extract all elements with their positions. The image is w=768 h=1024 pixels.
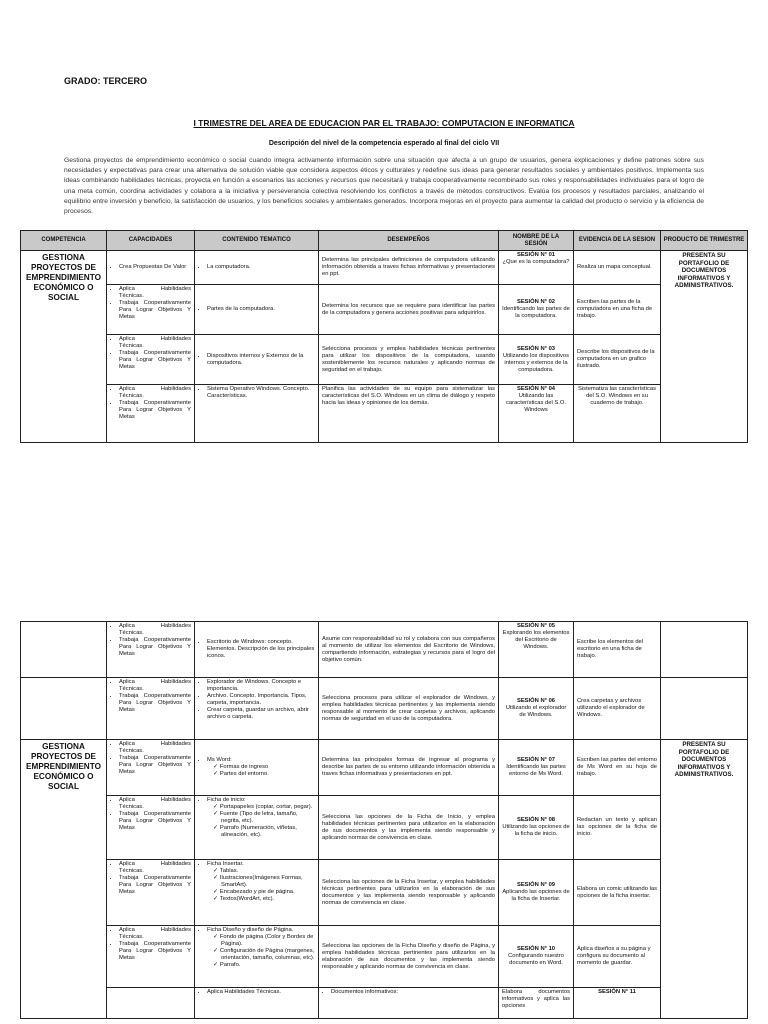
capacidad-item: • Aplica Habilidades Técnicas. <box>119 861 191 875</box>
capacidad-item: • Trabaja Cooperativamente Para Lograr Objetivos Y Metas <box>119 400 191 421</box>
planning-table-1 <box>20 230 748 443</box>
evidencia-cell: Crea carpetas y archivos utilizando el explorador de Windows. <box>574 678 661 740</box>
sesion-cell <box>499 740 574 796</box>
contenido-heading: Ficha Diseño y diseño de Página. <box>207 927 294 933</box>
contenido-cell <box>195 860 319 926</box>
capacidad-item: • Trabaja Cooperativamente Para Lograr Objetivos Y Metas <box>119 637 191 658</box>
header-competencia: COMPETENCIA <box>21 231 107 251</box>
sesion-name: ¿Que es la computadora? <box>502 259 570 265</box>
contenido-cell <box>195 251 319 285</box>
contenido-item <box>207 927 315 969</box>
sesion-number: SESIÓN N° 03 <box>516 345 556 352</box>
capacidad-item: • Trabaja Cooperativamente Para Lograr Objetivos Y Metas <box>119 300 191 321</box>
contenido-subitem: ✓ Tablas. <box>221 868 315 875</box>
capacidad-item: • Aplica Habilidades Técnicas. <box>119 623 191 637</box>
sesion-number: SESIÓN N° 09 <box>516 882 556 888</box>
sesion-cell <box>499 251 574 285</box>
header-producto: PRODUCTO DE TRIMESTRE <box>661 231 748 251</box>
capacidad-item: • Aplica Habilidades Técnicas. <box>119 927 191 941</box>
capacidad-item: • Trabaja Cooperativamente Para Lograr Objetivos Y Metas <box>119 875 191 896</box>
contenido-item: • Archivo. Concepto. Importancia. Tipos, carpeta, importancia. <box>207 693 315 707</box>
capacidad-item: • Trabaja Cooperativamente Para Lograr Objetivos Y Metas <box>119 693 191 714</box>
capacidades-cell <box>107 796 195 860</box>
sesion-name: Aplicando las opciones de la ficha de Insertar. <box>502 889 570 902</box>
contenido-subitem: ✓ Parrafo. <box>221 962 315 969</box>
evidencia-cell: Escriben las partes del entorno de Ms Word en su hoja de trabajo. <box>574 740 661 796</box>
sesion-number: SESIÓN N° 07 <box>516 757 556 763</box>
sesion-number: SESIÓN N° 04 <box>516 386 556 392</box>
table-row <box>21 678 748 740</box>
producto-cell: PRESENTA SU PORTAFOLIO DE DOCUMENTOS INFORMATIVOS Y ADMINISTRATIVOS. <box>661 251 748 443</box>
document-subtitle: Descripción del nivel de la competencia esperado al final del ciclo VII <box>268 140 500 147</box>
capacidades-cell <box>107 285 195 335</box>
header-capacidades: CAPACIDADES <box>107 231 195 251</box>
competencia-cell <box>21 678 107 740</box>
table-row <box>21 926 748 988</box>
sesion-name: Utilizando las opciones de la ficha de inicio. <box>502 824 570 837</box>
contenido-item: • Sistema Operativo Windows. Concepto. Características. <box>207 386 315 400</box>
contenido-item: • Escritorio de Windows: concepto. Elementos. Descripción de los principales iconos. <box>207 639 315 660</box>
contenido-item <box>207 861 315 903</box>
contenido-subitem: ✓ Configuración de Página (margenes, orientación, tamaño, columnas, etc). <box>221 948 315 962</box>
planning-table-2 <box>20 621 748 1019</box>
document-title: I TRIMESTRE DEL AREA DE EDUCACION PAR EL TRABAJO: COMPUTACION E INFORMATICA <box>193 118 575 128</box>
contenido-cell <box>195 926 319 988</box>
table-row <box>21 385 748 443</box>
competencia-cell: GESTIONA PROYECTOS DE EMPRENDIMIENTO ECONÓMICO O SOCIAL <box>21 251 107 443</box>
desempeno-cell: Asume con responsabilidad su rol y colabora con sus compañeros al momento de utilizar los elementos del Escritorio de Windows, compartiendo información, estrategias y recursos para el logro del objetivo común. <box>319 622 499 678</box>
contenido-item: • Documentos informativos: <box>331 989 495 996</box>
contenido-subitem: ✓ Portapapeles (copiar, cortar, pegar). <box>221 804 315 811</box>
contenido-cell <box>195 678 319 740</box>
table-row <box>21 335 748 385</box>
evidencia-cell: Escribe los elementos del escritorio en una ficha de trabajo. <box>574 622 661 678</box>
contenido-cell <box>319 988 499 1019</box>
capacidades-cell <box>107 860 195 926</box>
capacidad-item: • Aplica Habilidades Técnicas. <box>119 386 191 400</box>
contenido-item: • Crear carpeta, guardar un archivo, abrir archivo o carpeta. <box>207 707 315 721</box>
sesion-number: SESIÓN N° 11 <box>598 989 636 995</box>
evidencia-cell: Realiza un mapa conceptual. <box>574 251 661 285</box>
sesion-cell <box>574 988 661 1019</box>
sesion-name: Utilizando los dispositivos internos y externos de la computadora. <box>502 352 570 373</box>
evidencia-cell: Describe los dispositivos de la computadora en un grafico ilustrado. <box>574 335 661 385</box>
evidencia-cell: Escriben las partes de la computadora en una ficha de trabajo. <box>574 285 661 335</box>
capacidad-item: • Trabaja Cooperativamente Para Lograr Objetivos Y Metas <box>119 350 191 371</box>
capacidades-cell <box>107 678 195 740</box>
sesion-name: Utilizando las características del S.O. Windows <box>506 393 566 413</box>
contenido-subitem: ✓ Formas de ingreso <box>221 764 315 771</box>
table-row <box>21 988 748 1019</box>
sesion-cell <box>499 335 574 385</box>
contenido-heading: Ms Word: <box>207 757 232 763</box>
capacidad-item: • Aplica Habilidades Técnicas. <box>119 741 191 755</box>
competency-description: Gestiona proyectos de emprendimiento económico o social cuando integra activamente información sobre una situación que afecta a un grupo de usuarios, genera explicaciones y define patrones sobre sus necesidades y expectativas para crear una alternativa de solución viable que considera aspectos éticos y culturales y redefine sus ideas para generar resultados sociales y ambientales positivos. Implementa sus ideas combinando habilidades técnicas, proyecta en función a escenarios las acciones y recursos que necesitará y trabaja cooperativamente recombinado sus roles y responsabilidades individuales para el logro de una meta común, coordina actividades y colabora a la iniciativa y perseverancia colectiva resolviendo los conflictos a través de métodos constructivos. Evalúa los procesos y resultados parciales, analizando el equilibrio entre inversión y beneficio, la satisfacción de usuarios, y los beneficios sociales y ambientales generados. Incorpora mejoras en el proyecto para aumentar la calidad del producto o servicio y la eficiencia de procesos. <box>64 157 704 216</box>
sesion-cell <box>499 860 574 926</box>
capacidad-item: • Aplica Habilidades Técnicas. <box>119 286 191 300</box>
contenido-cell <box>195 385 319 443</box>
sesion-number: SESIÓN N° 10 <box>516 946 556 952</box>
contenido-item: • Partes de la computadora. <box>207 306 315 313</box>
sesion-cell <box>499 796 574 860</box>
sesion-number: SESIÓN N° 02 <box>516 299 556 305</box>
sesion-name: Explorando los elementos del Escritorio de Windows. <box>502 630 570 650</box>
desempeno-cell: Elabora documentos informativos y aplica las opciones <box>499 988 574 1019</box>
sesion-name: Utilizando el explorador de Windows. <box>505 705 567 718</box>
sesion-name: Identificando las partes entorno de Ms Word. <box>506 764 566 777</box>
competencia-cell <box>107 988 195 1019</box>
producto-cell <box>661 622 748 678</box>
capacidad-item: • Aplica Habilidades Técnicas. <box>207 989 315 996</box>
contenido-heading: Ficha de inicio: <box>207 797 246 803</box>
capacidades-cell <box>107 335 195 385</box>
header-sesion: NOMBRE DE LA SESIÓN <box>499 231 574 251</box>
contenido-cell <box>195 622 319 678</box>
header-evidencia: EVIDENCIA DE LA SESION <box>574 231 661 251</box>
sesion-number: SESIÓN N° 01 <box>516 252 556 258</box>
evidencia-cell: Elabora un comic utilizando las opciones de la ficha insertar. <box>574 860 661 926</box>
sesion-cell <box>499 926 574 988</box>
table-header-row <box>21 231 748 251</box>
capacidades-cell <box>107 740 195 796</box>
desempeno-cell: Selecciona las opciones de la Ficha Insertar, y emplea habilidades técnicas pertinentes para utilizarlos en la elaboración de sus documentos y las implementa siendo responsable y aplicando normas de convivencia en clase. <box>319 860 499 926</box>
competencia-cell <box>21 622 107 678</box>
sesion-cell <box>499 385 574 443</box>
contenido-item: • Dispositivos internos y Externos de la computadora. <box>207 353 315 367</box>
desempeno-cell: Selecciona las opciones de la Ficha Diseño y diseño de Página, y emplea habilidades técnicas pertinentes para utilizarlos en la elaboración de sus documentos y las implementa siendo responsable y aplicando normas de convivencia en clase. <box>319 926 499 988</box>
capacidad-item: • Aplica Habilidades Técnicas. <box>119 336 191 350</box>
capacidades-cell <box>107 622 195 678</box>
sesion-name: Identificando las partes de la computadora. <box>502 306 570 319</box>
contenido-subitem: ✓ Fondo de página (Color y Bordes de Página). <box>221 934 315 948</box>
contenido-cell <box>195 285 319 335</box>
capacidad-item: • Aplica Habilidades Técnicas. <box>119 679 191 693</box>
contenido-item <box>207 757 315 778</box>
capacidad-item: • Trabaja Cooperativamente Para Lograr Objetivos Y Metas <box>119 811 191 832</box>
contenido-heading: Ficha Insertar. <box>207 861 244 867</box>
contenido-subitem: ✓ Encabezado y pie de página. <box>221 889 315 896</box>
contenido-item <box>207 797 315 839</box>
contenido-subitem: ✓ Parrafo (Numeración, viñetas, alineación, etc). <box>221 825 315 839</box>
contenido-subitem: ✓ Textos(WordArt, etc). <box>221 896 315 903</box>
contenido-cell <box>195 740 319 796</box>
desempeno-cell: Selecciona procesos y emplea habilidades técnicas pertinentes para utilizar los dispositivos de la computadora, usando sosteniblemente los recursos naturales y aplicando normas de seguridad en el trabajo. <box>319 335 499 385</box>
producto-cell: PRESENTA SU PORTAFOLIO DE DOCUMENTOS INFORMATIVOS Y ADMINISTRATIVOS. <box>661 740 748 1019</box>
sesion-number: SESIÓN N° 05 <box>516 623 556 629</box>
grade-label: GRADO: TERCERO <box>64 76 147 86</box>
table-row <box>21 251 748 285</box>
table-row <box>21 740 748 796</box>
contenido-subitem: ✓ Partes del entorno. <box>221 771 315 778</box>
capacidad-item: • Trabaja Cooperativamente Para Lograr Objetivos Y Metas <box>119 755 191 776</box>
sesion-cell <box>499 622 574 678</box>
contenido-cell <box>195 335 319 385</box>
evidencia-cell: Sistematiza las características del S.O. Windows en su cuaderno de trabajo. <box>574 385 661 443</box>
capacidad-item: • Trabaja Cooperativamente Para Lograr Objetivos Y Metas <box>119 941 191 962</box>
capacidades-cell <box>195 988 319 1019</box>
capacidades-cell <box>107 251 195 285</box>
evidencia-cell: Redactan un texto y aplican las opciones de la ficha de inicio. <box>574 796 661 860</box>
table-row <box>21 285 748 335</box>
desempeno-cell: Selecciona las opciones de la Ficha de Inicio, y emplea habilidades técnicas pertinentes para utilizarlos en la elaboración de sus documentos y las implementa siendo responsable y aplicando normas de convivencia en clase. <box>319 796 499 860</box>
competencia-cell: GESTIONA PROYECTOS DE EMPRENDIMIENTO ECONÓMICO O SOCIAL <box>21 740 107 1019</box>
sesion-name: Configurando nuestro documento en Word. <box>508 953 564 966</box>
desempeno-cell: Determina los recursos que se requiere para identificar las partes de la computadora y genera acciones positivas para adquirirlos. <box>319 285 499 335</box>
sesion-number: SESIÓN N° 06 <box>516 698 556 704</box>
desempeno-cell: Determina las principales definiciones de computadora utilizando información obtenida a traves fichas informativas y presentaciones en ppt. <box>319 251 499 285</box>
sesion-cell <box>499 678 574 740</box>
contenido-item: • La computadora. <box>207 264 315 271</box>
table-row <box>21 622 748 678</box>
sesion-number: SESIÓN N° 08 <box>516 817 556 823</box>
capacidad-item: • Crea Propuestas De Valor <box>119 264 191 271</box>
desempeno-cell: Determina las principales formas de ingresar al programa y describe las partes de su entorno utilizando información obtenida a traves fichas informativas y presentaciones en ppt. <box>319 740 499 796</box>
evidencia-cell: Aplica diseños a su página y configura su documento al momento de guardar. <box>574 926 661 988</box>
desempeno-cell: Planifica las actividades de su equipo para sistematizar las características del S.O. Windows en un clima de diálogo y respeto hacia las ideas y opiniones de los demás. <box>319 385 499 443</box>
contenido-cell <box>195 796 319 860</box>
sesion-cell <box>499 285 574 335</box>
capacidad-item: • Aplica Habilidades Técnicas. <box>119 797 191 811</box>
header-contenido: CONTENIDO TEMATICO <box>195 231 319 251</box>
desempeno-cell: Selecciona procesos para utilizar el explorador de Windows, y emplea habilidades técnicas pertinentes y las implementa siendo responsable al momento de crear carpetas y archivos, aplicando normas de seguridad en el uso de la computadora. <box>319 678 499 740</box>
capacidades-cell <box>107 385 195 443</box>
header-desempenos: DESEMPEÑOS <box>319 231 499 251</box>
contenido-subitem: ✓ Fuente (Tipo de letra, tamaño, negrita, etc). <box>221 811 315 825</box>
producto-cell <box>661 678 748 740</box>
contenido-subitem: ✓ Ilustraciones(Imágenes Formas, SmartArt). <box>221 875 315 889</box>
table-row <box>21 796 748 860</box>
table-row <box>21 860 748 926</box>
capacidades-cell <box>107 926 195 988</box>
contenido-item: • Explorador de Windows. Concepto e importancia. <box>207 679 315 693</box>
